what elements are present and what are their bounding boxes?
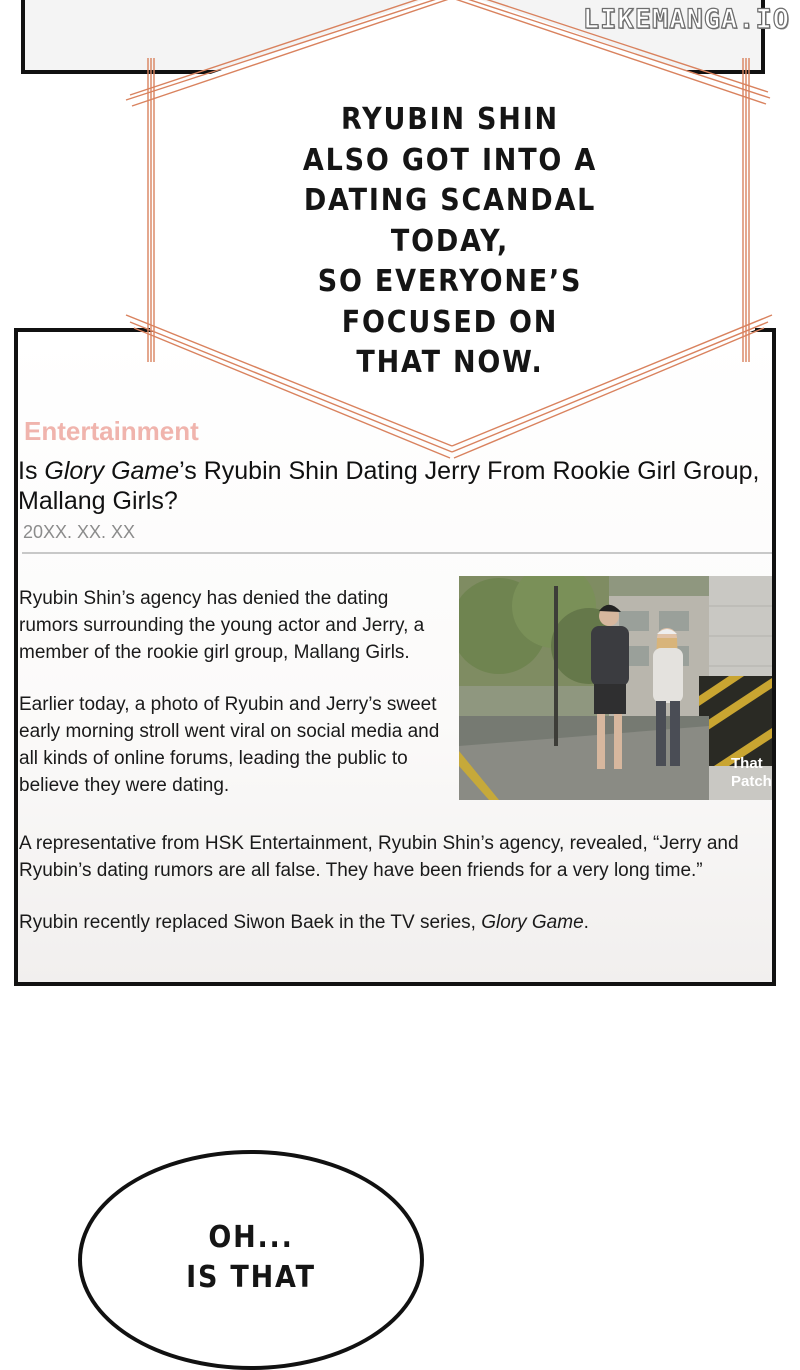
article-paragraph-1: Ryubin Shin’s agency has denied the dating rumors surrounding the young actor and Jerry, a member of the rookie girl group, Mallang Girls. [19, 588, 425, 663]
article-divider [22, 552, 776, 554]
article-date: 20XX. XX. XX [23, 522, 136, 542]
narration-line-3: DATING SCANDAL TODAY, [303, 183, 597, 259]
photo-caption-2: Patch [731, 773, 772, 790]
narration-line-1: RYUBIN SHIN [341, 102, 559, 137]
paragraph-4-text: Ryubin recently replaced Siwon Baek in the TV series, [19, 912, 482, 933]
article-category: Entertainment [24, 416, 199, 446]
paragraph-4-show-title: Glory Game [481, 912, 584, 933]
speech-line-1: OH... [208, 1220, 294, 1255]
narration-text [252, 100, 648, 384]
speech-line-2: IS THAT [186, 1260, 316, 1295]
article-paragraph-3: A representative from HSK Entertainment, Ryubin Shin’s agency, revealed, “Jerry and Ryubin’s dating rumors are all false. They have been friends for a very long time.” [19, 833, 739, 881]
article-paragraph-4 [19, 909, 764, 936]
street-scene-illustration [459, 576, 775, 800]
article-photo [459, 576, 775, 800]
narration-line-2: ALSO GOT INTO A [302, 142, 598, 178]
narration-line-6: THAT NOW. [356, 345, 544, 380]
headline-show-title: Glory Game [44, 457, 180, 485]
paragraph-4-end: . [583, 912, 589, 933]
headline-prefix: Is [18, 457, 45, 485]
article-paragraph-2: Earlier today, a photo of Ryubin and Jerry’s sweet early morning stroll went viral on social media and all kinds of online forums, leading the public to believe they were dating. [19, 694, 440, 796]
photo-caption-1: That [731, 755, 763, 772]
watermark: LIKEMANGA.IO [582, 4, 790, 35]
speech-bubble-text [95, 1218, 406, 1298]
narration-line-4: SO EVERYONE’S [317, 264, 583, 299]
narration-line-5: FOCUSED ON [341, 304, 559, 340]
headline-rest: ’s Ryubin Shin Dating Jerry From Rookie Girl Group, Mallang Girls? [18, 457, 760, 515]
